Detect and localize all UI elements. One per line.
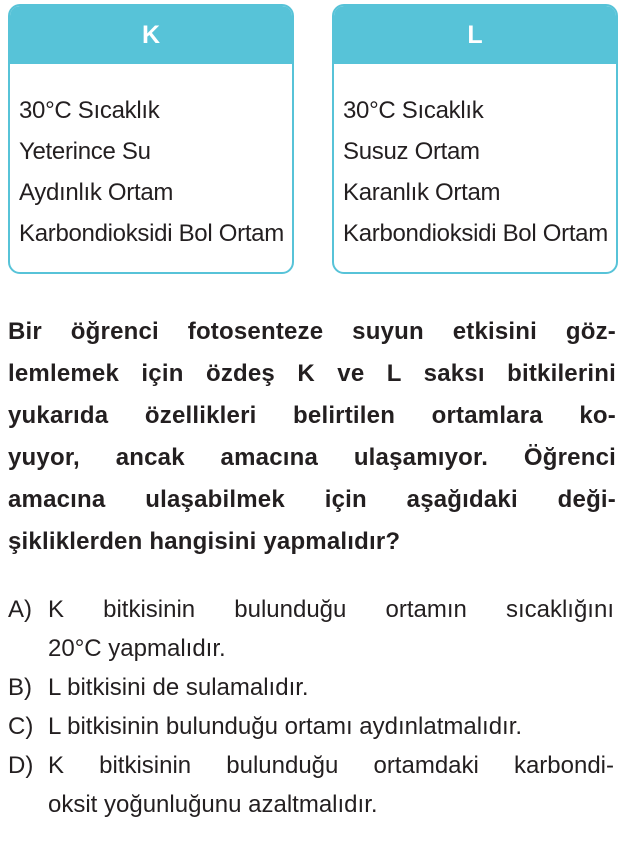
box-k-condition-co2: Karbondioksidi Bol Ortam: [19, 220, 284, 247]
answer-options: [8, 590, 614, 824]
option-b-letter: B): [8, 674, 32, 701]
option-c-line: L bitkisinin bulunduğu ortamı aydınlatmalıdır.: [48, 713, 523, 740]
option-a-line: K bitkisinin bulunduğu ortamın sıcaklığını: [48, 596, 614, 623]
question-line: Bir öğrenci fotosenteze suyun etkisini göz-: [8, 318, 616, 345]
box-k: [8, 4, 294, 274]
box-l: [332, 4, 618, 274]
option-a[interactable]: [8, 590, 614, 668]
option-d-line: K bitkisinin bulunduğu ortamdaki karbondi-: [48, 752, 614, 779]
question-line: lemlemek için özdeş K ve L saksı bitkilerini: [8, 360, 616, 387]
question-line: amacına ulaşabilmek için aşağıdaki deği-: [8, 486, 616, 513]
box-k-title: K: [10, 6, 292, 64]
box-l-conditions: [334, 64, 616, 254]
box-k-conditions: [10, 64, 292, 254]
option-d-letter: D): [8, 752, 34, 779]
box-k-condition-temperature: 30°C Sıcaklık: [19, 97, 160, 124]
box-l-condition-temperature: 30°C Sıcaklık: [343, 97, 484, 124]
box-l-condition-water: Susuz Ortam: [343, 138, 480, 165]
option-d[interactable]: [8, 746, 614, 824]
box-l-title: L: [334, 6, 616, 64]
box-l-condition-light: Karanlık Ortam: [343, 179, 501, 206]
question-line: yukarıda özellikleri belirtilen ortamlara ko-: [8, 402, 616, 429]
option-d-line: oksit yoğunluğunu azaltmalıdır.: [48, 791, 378, 818]
option-b[interactable]: [8, 668, 614, 707]
box-k-condition-water: Yeterince Su: [19, 138, 151, 165]
option-c-letter: C): [8, 713, 34, 740]
box-l-condition-co2: Karbondioksidi Bol Ortam: [343, 220, 608, 247]
option-c[interactable]: [8, 707, 614, 746]
box-k-condition-light: Aydınlık Ortam: [19, 179, 174, 206]
question-line: şikliklerden hangisini yapmalıdır?: [8, 528, 401, 555]
question-line: yuyor, ancak amacına ulaşamıyor. Öğrenci: [8, 444, 616, 471]
option-a-letter: A): [8, 596, 32, 623]
question-text: [8, 311, 616, 563]
option-b-line: L bitkisini de sulamalıdır.: [48, 674, 309, 701]
option-a-line: 20°C yapmalıdır.: [48, 635, 226, 662]
